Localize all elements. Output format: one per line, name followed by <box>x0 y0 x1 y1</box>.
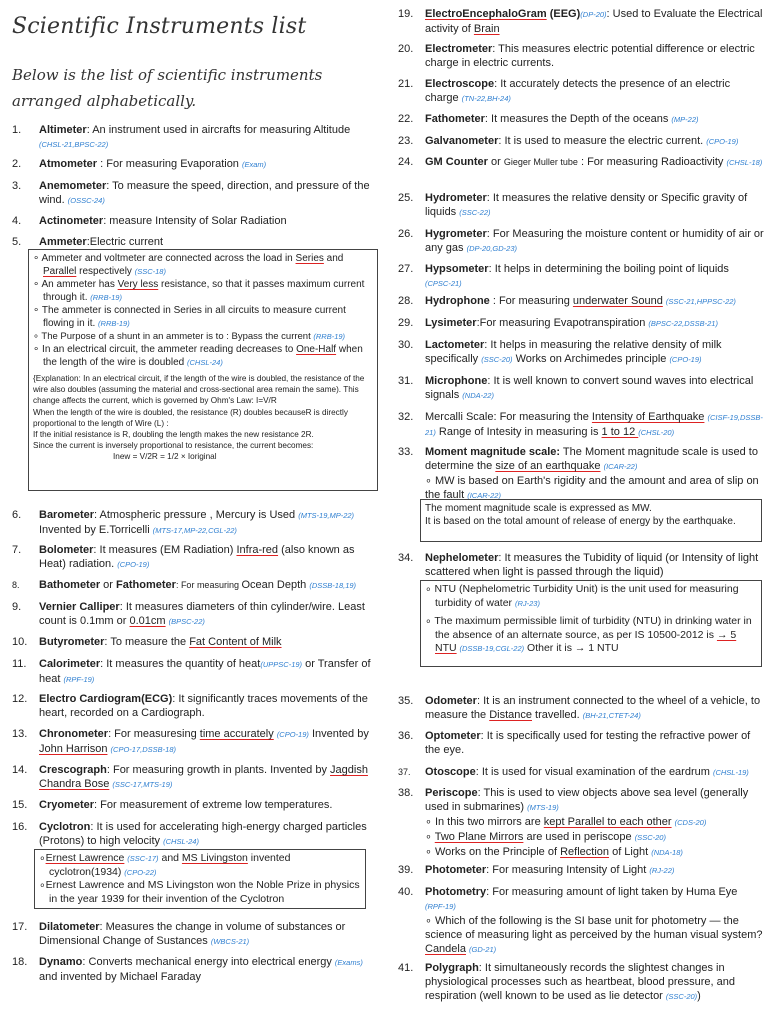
item-number: 8. <box>12 580 20 590</box>
item-number: 37. <box>398 767 411 777</box>
instrument-alias: Gieger Muller tube <box>503 157 578 167</box>
instrument-hygrometer <box>398 227 766 256</box>
instrument-description: : For measuring Radioactivity <box>577 156 727 168</box>
exam-tag: (BH-21,CTET-24) <box>582 711 641 720</box>
instrument-description: Ocean Depth <box>241 579 307 591</box>
instrument-otoscope <box>398 765 766 780</box>
note-bullet: ∘ NTU (Nephelometric Turbidity Unit) is the unit used for measuring turbidity of water (RJ-23) <box>425 583 739 609</box>
highlight: time accurately <box>199 728 274 740</box>
note-bullet: It is based on the total amount of release of energy by the earthquake. <box>425 516 736 527</box>
instrument-hydrometer <box>398 191 766 220</box>
instrument-calorimeter <box>12 657 382 687</box>
exam-tag: (BPSC-22,DSSB-21) <box>648 319 718 328</box>
instrument-description: Which of the following is the SI base unit for photometry — the science of measuring light as perceived by the human visual system? <box>425 915 763 941</box>
instrument-name: ElectroEncephaloGram <box>425 8 547 20</box>
instrument-name: (EEG) <box>546 8 581 20</box>
instrument-name: Lactometer <box>425 339 485 351</box>
instrument-name: Fathometer <box>425 113 485 125</box>
instrument-description: : For measuring the <box>493 411 592 423</box>
exam-tag: (SSC-20) <box>481 355 513 364</box>
instrument-description: : For measuresing <box>108 728 200 740</box>
exam-tag: (Exams) <box>334 958 363 967</box>
item-number: 33. <box>398 446 414 458</box>
note-bullet: ∘ The maximum permissible limit of turbidity (NTU) in drinking water in the absence of an alternate source, as per IS 10500-2012 is → 5 NTU (DSSB-19,CGL-22) Other it is → 1 NTU <box>425 615 752 654</box>
instrument-description: Range of Intesity in measuring is <box>435 426 602 438</box>
instrument-bathometer <box>12 578 382 593</box>
instrument-description: :Electric current <box>86 236 164 248</box>
exam-tag: (NDA-22) <box>462 391 494 400</box>
instrument-name: Mercalli Scale <box>425 411 494 423</box>
instrument-name: Cryometer <box>39 799 95 811</box>
instrument-description: MW is based on Earth's rigidity and the amount and area of slip on the fault <box>425 475 759 501</box>
instrument-lysimeter <box>398 316 766 331</box>
item-number: 1. <box>12 124 22 136</box>
exam-tag: (SSC-22) <box>459 208 491 217</box>
item-number: 40. <box>398 886 414 898</box>
exam-tag: (SSC-20) <box>634 833 666 842</box>
instrument-description: : It measures the Tubidity of liquid (or Intensity of light scattered when light is passed through the liquid) <box>425 552 759 578</box>
instrument-description: : It is specifically used for testing the refractive power of the eye. <box>425 730 751 756</box>
exam-tag: (CHSL-24) <box>163 837 199 846</box>
instrument-cyclotron <box>12 820 382 849</box>
instrument-lactometer <box>398 338 766 367</box>
highlight: Intensity of Earthquake <box>591 411 705 423</box>
instrument-odometer <box>398 694 766 723</box>
instrument-name: Electroscope <box>425 78 495 90</box>
instrument-crescograph <box>12 763 382 792</box>
item-number: 19. <box>398 8 414 20</box>
instrument-description: : For measuring Evaporation <box>97 158 242 170</box>
instrument-description: :For measuring Evapotranspiration <box>476 317 649 329</box>
instrument-name: Hypsometer <box>425 263 489 275</box>
exam-tag: (SSC-21,HPPSC-22) <box>665 297 736 306</box>
instrument-name: Ammeter <box>39 236 87 248</box>
exam-tag: (CPO-19) <box>706 137 739 146</box>
instrument-eeg <box>398 7 766 36</box>
instrument-description: : It is used for accelerating high-energy charged particles (Protons) to high velocity <box>39 821 367 847</box>
instrument-description: Invented by <box>308 728 369 740</box>
instrument-name: Otoscope <box>425 766 476 778</box>
instrument-description: : For measuring Intensity of Light <box>486 864 650 876</box>
exam-tag: (MTS-17,MP-22,CGL-22) <box>152 526 237 535</box>
instrument-description: : For measuring amount of light taken by Huma Eye <box>486 886 738 898</box>
exam-tag: (CPO-19) <box>669 355 702 364</box>
instrument-photometer <box>398 863 766 878</box>
note-bullet: ∘ The Purpose of a shunt in an ammeter is to : Bypass the current (RRB-19) <box>33 331 346 342</box>
exam-tag: (SSC-17,MTS-19) <box>112 780 173 789</box>
cyclotron-notes-box <box>34 849 366 909</box>
item-number: 31. <box>398 375 414 387</box>
instrument-name: Hydrometer <box>425 192 487 204</box>
instrument-name: Butyrometer <box>39 636 105 648</box>
instrument-name: Fathometer <box>116 579 176 591</box>
highlight: kept Parallel to each other <box>543 816 672 828</box>
instrument-description: : It accurately detects the presence of an electric charge <box>425 78 731 104</box>
instrument-description: : It measures the Depth of the oceans <box>484 113 672 125</box>
instrument-description: : It simultaneously records the slightest changes in physiological processes such as heartbeat, blood pressure, and respiration (well known to be used as lie detector <box>425 962 736 1002</box>
instrument-name: Polygraph <box>425 962 479 974</box>
exam-tag: (GD-21) <box>469 945 497 954</box>
exam-tag: (DP-20,GD-23) <box>466 244 518 253</box>
instrument-name: Microphone <box>425 375 488 387</box>
instrument-name: Bolometer <box>39 544 94 556</box>
exam-tag: (CPO-17,DSSB-18) <box>110 745 176 754</box>
item-number: 39. <box>398 864 414 876</box>
instrument-description: : It measures (EM Radiation) <box>93 544 237 556</box>
instrument-name: Vernier Calliper <box>39 601 120 613</box>
instrument-cryometer <box>12 798 382 812</box>
instrument-description: : For Measuring the moisture content or humidity of air or any gas <box>425 228 764 254</box>
exam-tag: (CHSL-18) <box>726 158 763 167</box>
highlight: underwater Sound <box>572 295 663 307</box>
nephelometer-notes-box <box>420 580 762 667</box>
exam-tag: (NDA-18) <box>651 848 683 857</box>
exam-tag: (CHSL-21,BPSC-22) <box>39 140 109 149</box>
item-number: 12. <box>12 693 28 705</box>
item-number: 24. <box>398 156 414 168</box>
instrument-description: : It is an instrument connected to the wheel of a vehicle, to measure the <box>425 695 761 721</box>
item-number: 4. <box>12 215 22 227</box>
instrument-name: Electro Cardiogram(ECG) <box>39 693 173 705</box>
instrument-name: Optometer <box>425 730 481 742</box>
instrument-description: : Used to Evaluate the Electrical activity of <box>425 8 763 35</box>
item-number: 13. <box>12 728 28 740</box>
highlight: Candela <box>425 943 466 955</box>
instrument-description: : It measures the quantity of heat <box>100 658 261 670</box>
exam-tag: (Exam) <box>241 160 267 169</box>
item-number: 21. <box>398 78 414 90</box>
instrument-name: Actinometer <box>39 215 104 227</box>
exam-tag: (OSSC-24) <box>67 196 105 205</box>
instrument-vernier-calliper <box>12 600 382 629</box>
instrument-periscope: 38. Periscope: This is used to view objects above sea level (generally used in submarines) (MTS-19) ∘ In this two mirrors are kept Parallel to each other (CDS-20) ∘ Two Plane Mirrors are used in periscope (SSC-20) ∘ Works on the Principle of Reflection of Light (NDA-18) <box>398 787 749 858</box>
page-title: Scientific Instruments list <box>12 14 307 39</box>
exam-tag: (CPO-19) <box>276 730 309 739</box>
exam-tag: (MTS-19) <box>527 803 559 812</box>
instrument-description: travelled. <box>532 709 583 721</box>
instrument-fathometer <box>398 112 766 127</box>
note-bullet: The moment magnitude scale is expressed as MW. <box>425 503 652 514</box>
exam-tag: (CHSL-20) <box>638 428 675 437</box>
highlight: Distance <box>489 709 532 721</box>
instrument-gm-counter <box>398 155 766 170</box>
instrument-description: : For measuring growth in plants. Invented by <box>106 764 331 776</box>
highlight: Jagdish Chandra Bose <box>39 764 368 790</box>
exam-tag: (RPF-19) <box>425 902 456 911</box>
instrument-ammeter <box>12 235 382 249</box>
highlight: size of an earthquake <box>495 460 601 472</box>
instrument-description: : measure Intensity of Solar Radiation <box>103 215 287 227</box>
ammeter-notes-box <box>28 249 378 491</box>
connector-text: or <box>100 579 117 591</box>
instrument-description: or Transfer of heat <box>39 658 371 685</box>
instrument-mercalli-scale <box>398 410 766 440</box>
exam-tag: (ICAR-22) <box>603 462 638 471</box>
instrument-description: Invented by E.Torricelli <box>39 524 153 536</box>
instrument-chronometer <box>12 727 382 757</box>
exam-tag: (RJ-22) <box>649 866 675 875</box>
item-number: 15. <box>12 799 28 811</box>
item-number: 30. <box>398 339 414 351</box>
instrument-dynamo <box>12 955 382 984</box>
item-number: 6. <box>12 509 22 521</box>
instrument-name: Cyclotron <box>39 821 91 833</box>
instrument-galvanometer <box>398 134 766 149</box>
instrument-description: The Moment magnitude scale is used to determine the <box>425 446 758 472</box>
instrument-description: : It helps in determining the boiling point of liquids <box>488 263 729 275</box>
instrument-name: GM Counter <box>425 156 488 168</box>
note-bullet: ∘ Ammeter and voltmeter are connected across the load in Series and Parallel respectively (SSC-18) <box>33 253 344 277</box>
instrument-name: Photometer <box>425 864 487 876</box>
item-number: 34. <box>398 552 414 564</box>
note-bullet: ∘ The ammeter is connected in Series in all circuits to measure current flowing in it. (RRB-19) <box>33 305 346 329</box>
instrument-description: : Converts mechanical energy into electrical energy <box>82 956 335 968</box>
instrument-nephelometer <box>398 551 766 579</box>
instrument-actinometer <box>12 214 382 228</box>
instrument-description: : For measuring <box>489 295 573 307</box>
instrument-description: In this two mirrors are <box>434 816 544 828</box>
connector-text: or <box>487 156 504 168</box>
instrument-name: Electrometer <box>425 43 493 55</box>
item-number: 23. <box>398 135 414 147</box>
exam-tag: (UPPSC-19) <box>260 660 303 669</box>
instrument-description: : It measures the relative density or Specific gravity of liquids <box>425 192 748 218</box>
item-number: 25. <box>398 192 414 204</box>
instrument-name: Lysimeter <box>425 317 477 329</box>
exam-tag: (MP-22) <box>671 115 699 124</box>
item-number: 3. <box>12 180 22 192</box>
item-number: 38. <box>398 787 414 799</box>
instrument-description: : It is used for visual examination of the eardrum <box>475 766 713 778</box>
note-bullet: ∘ An ammeter has Very less resistance, so that it passes maximum current through it. (RRB-19) <box>33 279 365 303</box>
instrument-photometry: 40. Photometry: For measuring amount of light taken by Huma Eye (RPF-19) ∘ Which of the following is the SI base unit for photometry — the science of measuring light as perceived by the human visual system? Candela (GD-21) <box>398 886 763 955</box>
exam-tag: (SSC-20) <box>665 992 698 1001</box>
highlight: Fat Content of Milk <box>189 636 282 648</box>
item-number: 18. <box>12 956 28 968</box>
exam-tag: (DSSB-18,19) <box>309 581 357 590</box>
exam-tag: (MTS-19,MP-22) <box>298 511 355 520</box>
instrument-name: Calorimeter <box>39 658 101 670</box>
item-number: 26. <box>398 228 414 240</box>
instrument-description: : For measuring <box>175 580 242 590</box>
highlight: Infra-red <box>236 544 279 556</box>
item-number: 11. <box>12 658 27 670</box>
instrument-name: Hygrometer <box>425 228 487 240</box>
item-number: 16. <box>12 821 28 833</box>
instrument-moment-magnitude-scale: 33. Moment magnitude scale: The Moment magnitude scale is used to determine the size of an earthquake (ICAR-22) ∘ MW is based on Earth's rigidity and the amount and area of slip on the fault (ICAR-22) <box>398 446 759 501</box>
page-subtitle: Below is the list of scientific instruments arranged alphabetically. <box>12 66 323 110</box>
instrument-description: : This is used to view objects above sea level (generally used in submarines) <box>425 787 749 813</box>
explanation-text: {Explanation: In an electrical circuit, if the length of the wire is doubled, the resistance of the wire also doubles (assuming the material and cross-sectional area remain the same). This change affects the current, which is governed by Ohm's Law: I=V/R When the length of the wire is doubled, the resistance (R) doubles becauseR is directly proportional to the length of Wire (L) : If the initial resistance is R, doubling the length makes the new resistance 2R. Since the current is inversely proportional to resistance, the current becomes: Inew = V/2R = 1/2 × Ioriginal <box>33 374 365 462</box>
item-number: 14. <box>12 764 28 776</box>
highlight: Brain <box>473 23 500 35</box>
exam-tag: (CPO-19) <box>117 560 150 569</box>
item-number: 7. <box>12 544 22 556</box>
exam-tag: (CHSL-19) <box>712 768 749 777</box>
instrument-microphone <box>398 374 766 403</box>
instrument-description: : It helps in measuring the relative density of milk specifically <box>425 339 722 365</box>
item-number: 10. <box>12 636 28 648</box>
item-number: 2. <box>12 158 22 170</box>
instrument-name: Photometry <box>425 886 487 898</box>
highlight: Reflection <box>560 846 610 858</box>
instrument-hydrophone <box>398 294 766 309</box>
instrument-optometer <box>398 729 766 757</box>
instrument-description: (also known as Heat) radiation. <box>39 544 355 570</box>
item-number: 22. <box>398 113 414 125</box>
instrument-description: : It measures diameters of thin cylinder/wire. Least count is 0.1mm or <box>39 601 365 627</box>
item-number: 32. <box>398 411 414 423</box>
instrument-name: Moment magnitude scale: <box>425 446 561 458</box>
exam-tag: (TN-22,BH-24) <box>461 94 511 103</box>
instrument-butyrometer <box>12 635 382 649</box>
instrument-description: : It is well known to convert sound waves into electrical signals <box>425 375 754 401</box>
instrument-description: : To measure the speed, direction, and pressure of the wind. <box>39 180 370 206</box>
instrument-name: Barometer <box>39 509 95 521</box>
instrument-electrometer <box>398 42 766 70</box>
instrument-description: : This measures electric potential difference or electric charge in electric currents. <box>425 43 755 69</box>
instrument-name: Hydrophone <box>425 295 490 307</box>
instrument-hypsometer <box>398 262 766 291</box>
instrument-name: Dilatometer <box>39 921 100 933</box>
instrument-description: of Light <box>609 846 652 858</box>
instrument-description: : Measures the change in volume of substances or Dimensional Change of Sustances <box>39 921 346 947</box>
item-number: 28. <box>398 295 414 307</box>
instrument-name: Dynamo <box>39 956 83 968</box>
instrument-description: and invented by Michael Faraday <box>39 971 202 983</box>
instrument-name: Periscope <box>425 787 478 799</box>
instrument-name: Crescograph <box>39 764 107 776</box>
item-number: 20. <box>398 43 414 55</box>
instrument-name: Galvanometer <box>425 135 499 147</box>
highlight: 1 to 12 <box>601 426 639 438</box>
instrument-name: Bathometer <box>39 579 101 591</box>
instrument-barometer <box>12 508 382 538</box>
instrument-polygraph: 41. Polygraph: It simultaneously records the slightest changes in physiological processes such as heartbeat, blood pressure, and respiration (well known to be used as lie detector (SSC-20)) <box>398 962 736 1002</box>
item-number: 36. <box>398 730 414 742</box>
highlight: 0.01cm <box>129 615 166 627</box>
moment-magnitude-notes-box <box>420 499 762 542</box>
instrument-description: Works on Archimedes principle <box>512 353 670 365</box>
instrument-description: : It significantly traces movements of the heart, recorded on a Cardiograph. <box>39 693 368 719</box>
item-number: 29. <box>398 317 414 329</box>
exam-tag: (RPF-19) <box>63 675 95 684</box>
instrument-name: Nephelometer <box>425 552 499 564</box>
instrument-dilatometer <box>12 920 382 949</box>
exam-tag: (WBCS-21) <box>210 937 250 946</box>
item-number: 35. <box>398 695 414 707</box>
instrument-description: are used in periscope <box>523 831 635 843</box>
instrument-atmometer <box>12 157 382 172</box>
instrument-bolometer <box>12 543 382 572</box>
item-number: 5. <box>12 236 22 248</box>
note-bullet: ∘ In an electrical circuit, the ammeter reading decreases to One-Half when the length of the wire is doubled (CHSL-24) <box>33 344 363 368</box>
instrument-anemometer <box>12 179 382 208</box>
highlight: John Harrison <box>39 743 108 755</box>
note-bullet: ∘Ernest Lawrence and MS Livingston won the Noble Prize in physics in the year 1939 for their invention of the Cyclotron <box>39 879 360 905</box>
item-number: 41. <box>398 962 414 974</box>
instrument-description: : An instrument used in aircrafts for measuring Altitude <box>86 124 351 136</box>
highlight: Two Plane Mirrors <box>434 831 524 843</box>
note-bullet: ∘Ernest Lawrence (SSC-17) and MS Livingston invented cyclotron(1934) (CPO-22) <box>39 852 291 878</box>
instrument-ecg <box>12 692 382 720</box>
instrument-electroscope <box>398 77 766 106</box>
instrument-name: Anemometer <box>39 180 107 192</box>
exam-tag: (CPSC-21) <box>425 279 462 288</box>
exam-tag: (ICAR-22) <box>467 491 501 500</box>
item-number: 9. <box>12 601 22 613</box>
instrument-description: : Atmospheric pressure , Mercury is Used <box>94 509 299 521</box>
item-number: 27. <box>398 263 414 275</box>
instrument-description: : It is used to measure the electric current. <box>498 135 707 147</box>
instrument-description: Works on the Principle of <box>434 846 561 858</box>
instrument-description: : To measure the <box>104 636 190 648</box>
exam-tag: (BPSC-22) <box>168 617 205 626</box>
item-number: 17. <box>12 921 28 933</box>
exam-tag: (CDS-20) <box>674 818 707 827</box>
exam-tag: (DP-20) <box>580 10 607 19</box>
exam-tag: (CISF-19,DSSB-21) <box>425 413 763 437</box>
instrument-name: Chronometer <box>39 728 109 740</box>
instrument-altimeter <box>12 123 382 152</box>
instrument-name: Altimeter <box>39 124 87 136</box>
instrument-name: Odometer <box>425 695 477 707</box>
instrument-description: : For measurement of extreme low temperatures. <box>94 799 333 811</box>
instrument-name: Atmometer <box>39 158 98 170</box>
